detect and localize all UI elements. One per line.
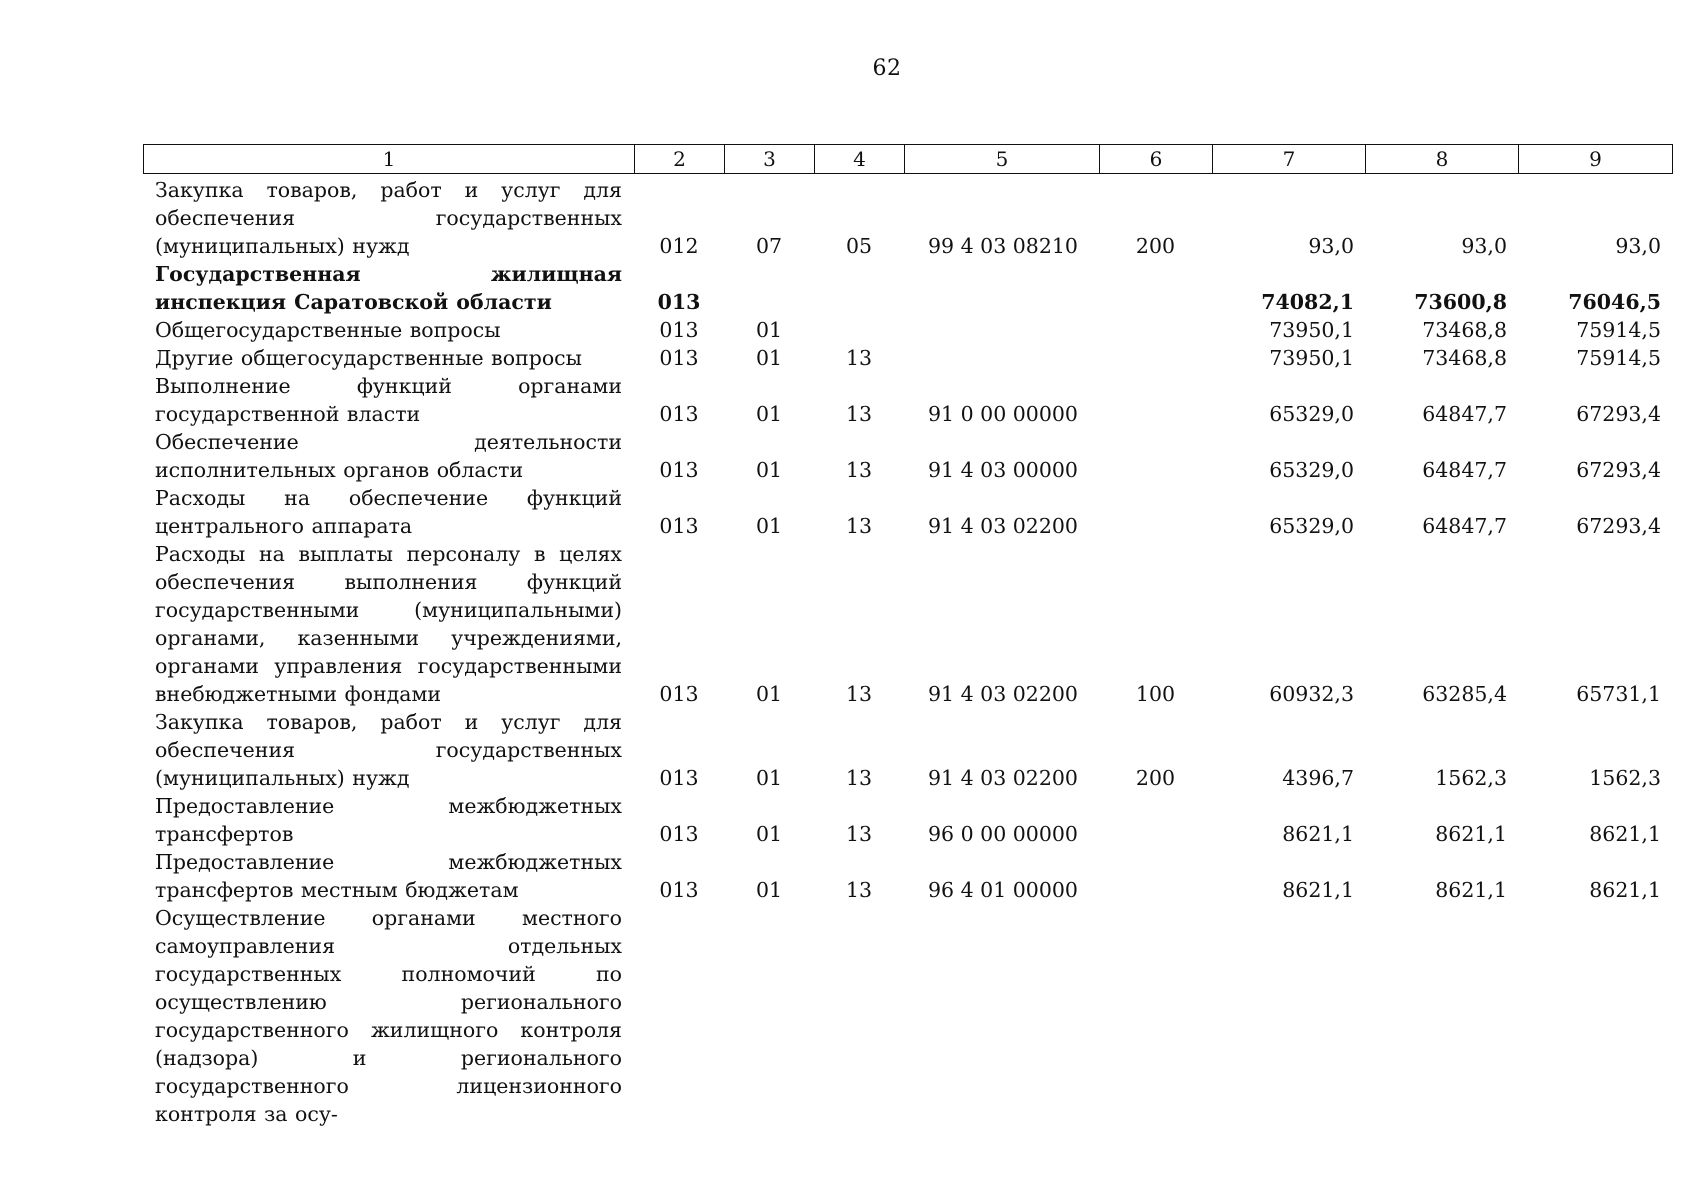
row-code-4: 13 — [845, 458, 873, 482]
table-row — [143, 428, 1672, 484]
row-amount-9: 75914,5 — [1576, 318, 1661, 342]
row-name: Государственная жилищная инспекция Саратовской области — [155, 262, 622, 314]
table-row — [143, 708, 1672, 792]
row-amount-8: 63285,4 — [1422, 682, 1507, 706]
table-row — [143, 540, 1672, 708]
row-amount-9: 1562,3 — [1589, 766, 1661, 790]
row-code-3: 01 — [755, 766, 783, 790]
row-amount-8 — [1365, 904, 1518, 1128]
table-row — [143, 176, 1672, 260]
table-row — [143, 316, 1672, 344]
row-code-4 — [814, 904, 904, 1128]
row-code-6 — [1099, 428, 1212, 484]
row-amount-7: 8621,1 — [1282, 822, 1354, 846]
row-amount-7: 74082,1 — [1261, 290, 1354, 314]
row-code-6: 200 — [1135, 234, 1176, 258]
row-name: Расходы на обеспечение функций центрального аппарата — [155, 486, 622, 538]
row-code-6 — [1099, 848, 1212, 904]
column-header: 8 — [1366, 145, 1519, 174]
row-code-2: 013 — [659, 402, 699, 426]
row-name: Осуществление органами местного самоуправления отдельных государственных полномочий по осуществлению регионального государственного жилищного контроля (надзора) и регионального государственного лицензионного контроля за осу- — [155, 906, 622, 1126]
row-code-5 — [904, 260, 1099, 316]
row-amount-9: 8621,1 — [1589, 878, 1661, 902]
row-amount-9: 67293,4 — [1576, 514, 1661, 538]
row-code-5: 99 4 03 08210 — [928, 234, 1078, 258]
column-header: 4 — [815, 145, 905, 174]
row-code-3: 07 — [755, 234, 783, 258]
row-amount-9: 67293,4 — [1576, 402, 1661, 426]
row-amount-8: 73600,8 — [1414, 290, 1507, 314]
row-code-5 — [904, 904, 1099, 1128]
page-number: 62 — [872, 56, 902, 81]
table-row — [143, 484, 1672, 540]
row-code-6 — [1099, 260, 1212, 316]
table-row — [143, 904, 1672, 1128]
row-amount-7 — [1212, 904, 1365, 1128]
row-code-2 — [634, 904, 724, 1128]
row-code-6 — [1099, 316, 1212, 344]
row-amount-7: 4396,7 — [1282, 766, 1354, 790]
row-amount-7: 65329,0 — [1269, 402, 1354, 426]
row-amount-8: 73468,8 — [1422, 346, 1507, 370]
row-amount-9: 65731,1 — [1576, 682, 1661, 706]
row-code-2: 013 — [659, 766, 699, 790]
row-code-4: 13 — [845, 766, 873, 790]
row-amount-9: 8621,1 — [1589, 822, 1661, 846]
row-amount-7: 65329,0 — [1269, 458, 1354, 482]
row-code-5: 91 0 00 00000 — [928, 402, 1078, 426]
row-code-3 — [724, 904, 814, 1128]
row-code-6 — [1099, 344, 1212, 372]
table-row — [143, 260, 1672, 316]
column-header: 3 — [725, 145, 815, 174]
row-amount-8: 64847,7 — [1422, 402, 1507, 426]
row-code-4: 05 — [845, 234, 873, 258]
table-row — [143, 372, 1672, 428]
row-code-3: 01 — [755, 402, 783, 426]
row-amount-9: 75914,5 — [1576, 346, 1661, 370]
row-code-6 — [1099, 792, 1212, 848]
row-amount-8: 64847,7 — [1422, 458, 1507, 482]
row-amount-7: 60932,3 — [1269, 682, 1354, 706]
row-code-3: 01 — [755, 458, 783, 482]
row-code-3: 01 — [755, 514, 783, 538]
row-amount-8: 8621,1 — [1435, 822, 1507, 846]
row-code-4: 13 — [845, 514, 873, 538]
row-amount-9 — [1518, 904, 1672, 1128]
row-code-2: 013 — [659, 318, 699, 342]
row-code-3: 01 — [755, 822, 783, 846]
row-code-4: 13 — [845, 682, 873, 706]
row-code-3: 01 — [755, 878, 783, 902]
row-code-5: 91 4 03 02200 — [928, 766, 1078, 790]
row-code-6 — [1099, 372, 1212, 428]
row-name: Закупка товаров, работ и услуг для обеспечения государственных (муниципальных) нужд — [155, 178, 622, 258]
row-name: Общегосударственные вопросы — [155, 318, 501, 342]
row-code-4: 13 — [845, 878, 873, 902]
row-name: Закупка товаров, работ и услуг для обеспечения государственных (муниципальных) нужд — [155, 710, 622, 790]
row-code-2: 013 — [659, 682, 699, 706]
table-row — [143, 344, 1672, 372]
column-header-table — [143, 144, 1673, 174]
row-code-4 — [814, 260, 904, 316]
row-code-4: 13 — [845, 402, 873, 426]
row-name: Расходы на выплаты персоналу в целях обеспечения выполнения функций государственными (муниципальными) органами, казенными учреждениями, органами управления государственными внебюджетными фондами — [155, 542, 622, 706]
row-code-4: 13 — [845, 822, 873, 846]
row-amount-8: 93,0 — [1461, 234, 1507, 258]
row-code-3: 01 — [755, 346, 783, 370]
row-code-5: 96 4 01 00000 — [928, 878, 1078, 902]
row-amount-8: 73468,8 — [1422, 318, 1507, 342]
row-code-5: 91 4 03 02200 — [928, 682, 1078, 706]
row-code-5 — [904, 344, 1099, 372]
row-code-5 — [904, 316, 1099, 344]
row-name: Обеспечение деятельности исполнительных органов области — [155, 430, 622, 482]
row-amount-8: 1562,3 — [1435, 766, 1507, 790]
row-amount-7: 8621,1 — [1282, 878, 1354, 902]
table-body — [143, 176, 1672, 1128]
row-amount-7: 73950,1 — [1269, 318, 1354, 342]
table-row — [143, 792, 1672, 848]
column-header: 1 — [144, 145, 635, 174]
row-amount-8: 64847,7 — [1422, 514, 1507, 538]
row-amount-9: 76046,5 — [1568, 290, 1661, 314]
row-code-2: 013 — [659, 346, 699, 370]
column-header: 7 — [1213, 145, 1366, 174]
column-header: 2 — [635, 145, 725, 174]
row-code-3: 01 — [755, 318, 783, 342]
budget-table — [143, 176, 1672, 1128]
row-amount-7: 73950,1 — [1269, 346, 1354, 370]
row-code-2: 013 — [659, 822, 699, 846]
row-code-3 — [724, 260, 814, 316]
row-code-4: 13 — [845, 346, 873, 370]
row-code-2: 013 — [659, 514, 699, 538]
row-code-2: 012 — [659, 234, 699, 258]
row-code-5: 96 0 00 00000 — [928, 822, 1078, 846]
row-name: Выполнение функций органами государственной власти — [155, 374, 622, 426]
row-name: Предоставление межбюджетных трансфертов местным бюджетам — [155, 850, 622, 902]
column-header: 9 — [1519, 145, 1673, 174]
row-code-5: 91 4 03 02200 — [928, 514, 1078, 538]
row-amount-7: 65329,0 — [1269, 514, 1354, 538]
row-name: Другие общегосударственные вопросы — [155, 346, 582, 370]
row-code-6: 200 — [1135, 766, 1176, 790]
column-header: 6 — [1100, 145, 1213, 174]
row-code-2: 013 — [659, 458, 699, 482]
row-name: Предоставление межбюджетных трансфертов — [155, 794, 622, 846]
row-code-5: 91 4 03 00000 — [928, 458, 1078, 482]
row-amount-8: 8621,1 — [1435, 878, 1507, 902]
row-code-6 — [1099, 484, 1212, 540]
row-code-6: 100 — [1135, 682, 1176, 706]
column-header: 5 — [905, 145, 1100, 174]
row-code-2: 013 — [659, 878, 699, 902]
table-row — [143, 848, 1672, 904]
column-header-row — [144, 145, 1673, 174]
row-amount-7: 93,0 — [1308, 234, 1354, 258]
row-amount-9: 67293,4 — [1576, 458, 1661, 482]
row-code-6 — [1099, 904, 1212, 1128]
row-code-2: 013 — [657, 290, 701, 314]
row-code-4 — [814, 316, 904, 344]
row-amount-9: 93,0 — [1615, 234, 1661, 258]
row-code-3: 01 — [755, 682, 783, 706]
